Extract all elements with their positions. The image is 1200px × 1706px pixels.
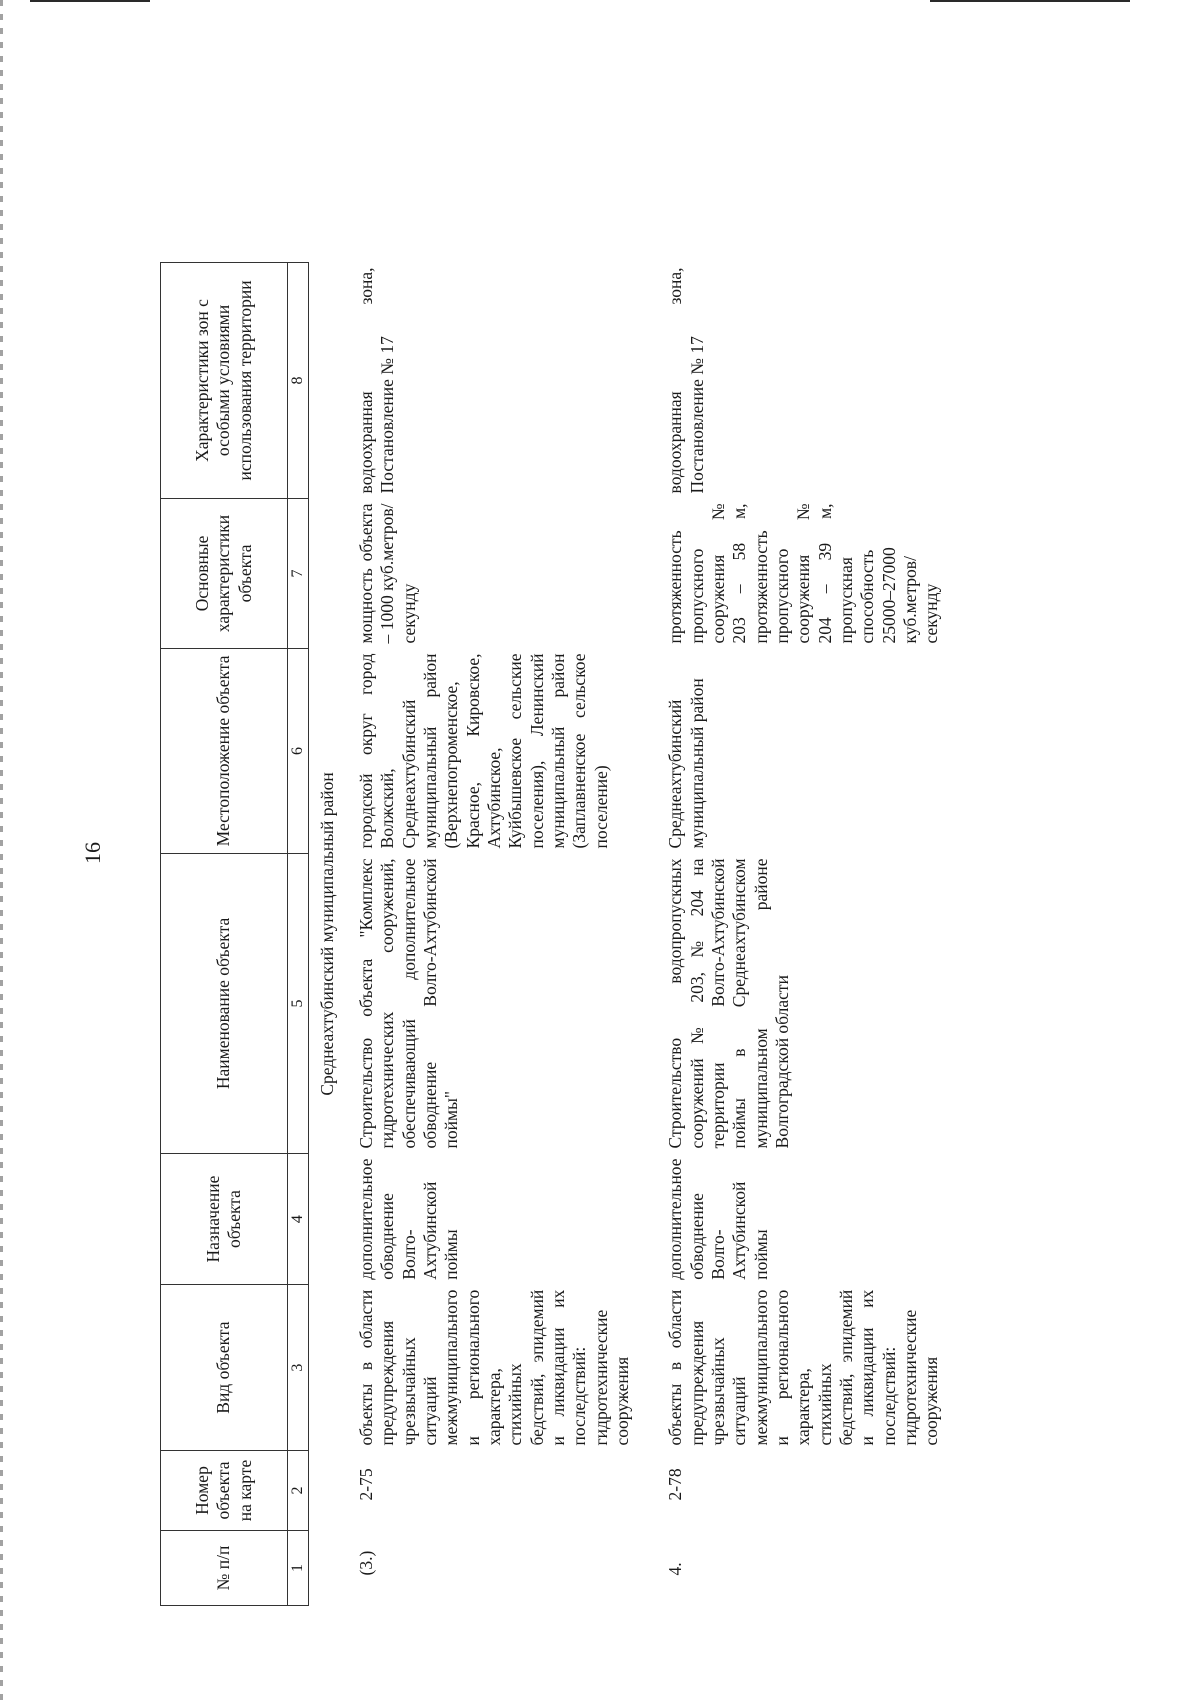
- object-purpose: дополнительное обводнение Волго-Ахтубинской поймы: [665, 1158, 771, 1280]
- object-characteristics: протяженность пропускного сооружения № 203 – 58 м, протяженность пропускного сооружения № 204 – 39 м, пропускная способность 25000–27000 куб.метров/секунду: [665, 503, 942, 644]
- column-number: 5: [288, 853, 309, 1153]
- column-number: 7: [288, 498, 309, 648]
- header-cell: Назначение объекта: [161, 1153, 288, 1284]
- header-cell: Основные характеристики объекта: [161, 498, 288, 648]
- object-name: Строительство объекта "Комплекс гидротехнических сооружений, обеспечивающий дополнительное обводнение Волго-Ахтубинской поймы": [355, 858, 462, 1149]
- header-cell: Номер объекта на карте: [161, 1451, 288, 1531]
- header-cell: Местоположение объекта: [161, 648, 288, 853]
- column-number-row: [288, 262, 309, 1605]
- object-type: объекты в области предупреждения чрезвычайных ситуаций межмуниципального и регионального характера, стихийных бедствий, эпидемий и ликвидации их последствий: гидротехнические сооружения: [665, 1289, 942, 1446]
- objects-table: [160, 262, 967, 1606]
- object-location: городской округ город Волжский, Среднеахтубинский муниципальный район (Верхнепогроменское, Красное, Кировское, Ахтубинское, Куйбышевское сельские поселения), Ленинский муниципальный район (Заплавненское сельское поселение): [355, 653, 611, 849]
- page-number: 16: [80, 842, 105, 864]
- header-cell: № п/п: [161, 1531, 288, 1606]
- header-cell: Наименование объекта: [161, 853, 288, 1153]
- row-number: (3.): [355, 1550, 376, 1576]
- column-number: 6: [288, 648, 309, 853]
- header-cell: Характеристики зон с особыми условиями использования территории: [161, 262, 288, 498]
- header-cell: Вид объекта: [161, 1285, 288, 1451]
- table-row: [657, 262, 966, 1605]
- object-location: Среднеахтубинский муниципальный район: [665, 678, 707, 849]
- region-title: Среднеахтубинский муниципальный район: [316, 772, 337, 1096]
- region-row: [308, 262, 348, 1605]
- column-number: 4: [288, 1153, 309, 1284]
- object-name: Строительство водопропускных сооружений № 203, № 204 на территории Волго-Ахтубинской поймы в Среднеахтубинском муниципальном районе Волгоградской области: [665, 858, 793, 1149]
- zone-characteristics: водоохранная зона, Постановление № 17: [665, 267, 707, 494]
- column-number: 2: [288, 1451, 309, 1531]
- map-number: 2-75: [355, 1468, 376, 1501]
- table-row: [348, 262, 657, 1605]
- row-number: 4.: [665, 1562, 686, 1576]
- zone-characteristics: водоохранная зона, Постановление № 17: [355, 267, 398, 494]
- object-type: объекты в области предупреждения чрезвычайных ситуаций межмуниципального и регионального характера, стихийных бедствий, эпидемий и ликвидации их последствий: гидротехнические сооружения: [355, 1289, 632, 1446]
- map-number: 2-78: [665, 1468, 686, 1501]
- column-number: 1: [288, 1531, 309, 1606]
- header-row: [161, 262, 288, 1605]
- object-purpose: дополнительное обводнение Волго-Ахтубинской поймы: [355, 1158, 462, 1280]
- column-number: 3: [288, 1285, 309, 1451]
- column-number: 8: [288, 262, 309, 498]
- object-characteristics: мощность объекта – 1000 куб.метров/секунду: [355, 503, 419, 644]
